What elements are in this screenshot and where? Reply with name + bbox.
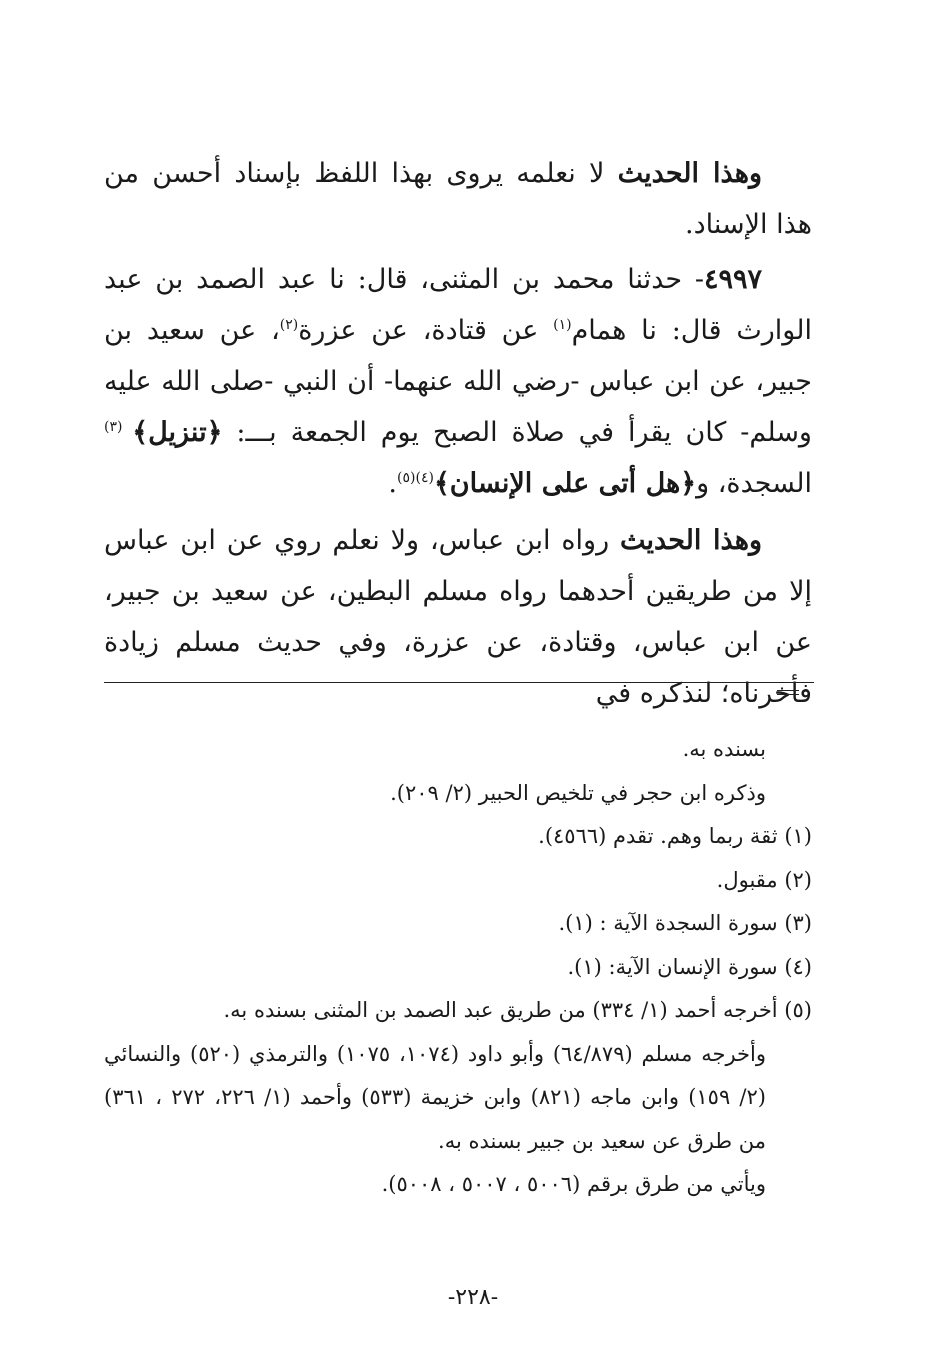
paragraph-hadith-4997 — [104, 254, 812, 509]
equals-sign-glyph — [777, 690, 799, 695]
hadith-label: وهذا الحديث — [620, 525, 762, 556]
footnote-continued: وذكره ابن حجر في تلخيص الحبير (٢/ ٢٠٩). — [390, 780, 766, 805]
quran-ref-insan: ﴿هل أتى على الإنسان﴾ — [433, 468, 697, 499]
paragraph-text: . — [388, 468, 397, 499]
footnote-continuation-mark — [774, 688, 802, 700]
footnote-ref-4-5: (٤)(٥) — [397, 470, 434, 486]
footnote-4: (٤) سورة الإنسان الآية: (١). — [567, 954, 812, 979]
footnote-ref-2: (٢) — [279, 317, 299, 333]
page-number: -٢٢٨- — [447, 1285, 499, 1310]
footnote-3: (٣) سورة السجدة الآية : (١). — [558, 911, 812, 935]
paragraph-text: رواه ابن عباس، ولا نعلم روي عن ابن عباس إلا من طريقين أحدهما رواه مسلم البطين، عن سعيد بن جبير، عن ابن عباس، وقتادة، عن عزرة، وفي حديث مسلم زيادة فأخرناه؛ لنذكره في — [104, 525, 812, 709]
footnote-5: (٥) أخرجه أحمد (١/ ٣٣٤) من طريق عبد الصمد بن المثنى بسنده به. — [223, 998, 812, 1022]
paragraph-hadith-commentary — [104, 515, 812, 719]
main-text — [104, 148, 812, 719]
footnotes — [104, 728, 812, 1207]
paragraph-text: السجدة، و — [696, 468, 812, 499]
footnote-1: (١) ثقة ربما وهم. تقدم (٤٥٦٦). — [538, 824, 812, 848]
hadith-number: ٤٩٩٧ — [703, 264, 762, 295]
paragraph-text: ، عن سعيد بن جبير، عن ابن عباس -رضي الله عنهما- أن النبي -صلى الله عليه وسلم- كان يقرأ في صلاة الصبح يوم الجمعة بـــ: — [104, 315, 812, 448]
paragraph-hadith-note — [104, 148, 812, 250]
hadith-label: وهذا الحديث — [617, 158, 762, 189]
footnote-ref-3: (٣) — [104, 419, 133, 435]
quran-ref-tanzil: ﴿تنزيل﴾ — [132, 417, 223, 448]
footnote-ref-1: (١) — [553, 317, 572, 333]
footnote-5-continued: وأخرجه مسلم (٦٤/٨٧٩) وأبو داود (١٠٧٤، ١٠٧٥) والترمذي (٥٢٠) والنسائي (٢/ ١٥٩) وابن ماجه (٨٢١) وابن خزيمة (٥٣٣) وأحمد (١/ ٢٢٦، ٢٧٢ ، ٣٦١) من طرق عن سعيد بن جبير بسنده به. — [104, 1041, 766, 1153]
footnote-divider — [104, 682, 814, 683]
footnote-2: (٢) مقبول. — [716, 867, 812, 892]
footnote-5-continued: ويأتي من طرق برقم (٥٠٠٦ ، ٥٠٠٧ ، ٥٠٠٨). — [381, 1172, 766, 1196]
footnote-continued: بسنده به. — [682, 737, 766, 761]
paragraph-text: - حدثنا محمد بن المثنى، قال: نا عبد الصمد بن عبد الوارث قال: نا همام — [104, 264, 812, 346]
paragraph-text: عن قتادة، عن عزرة — [298, 315, 554, 346]
paragraph-text: لا نعلمه يروى بهذا اللفظ بإسناد أحسن من هذا الإسناد. — [104, 158, 812, 240]
